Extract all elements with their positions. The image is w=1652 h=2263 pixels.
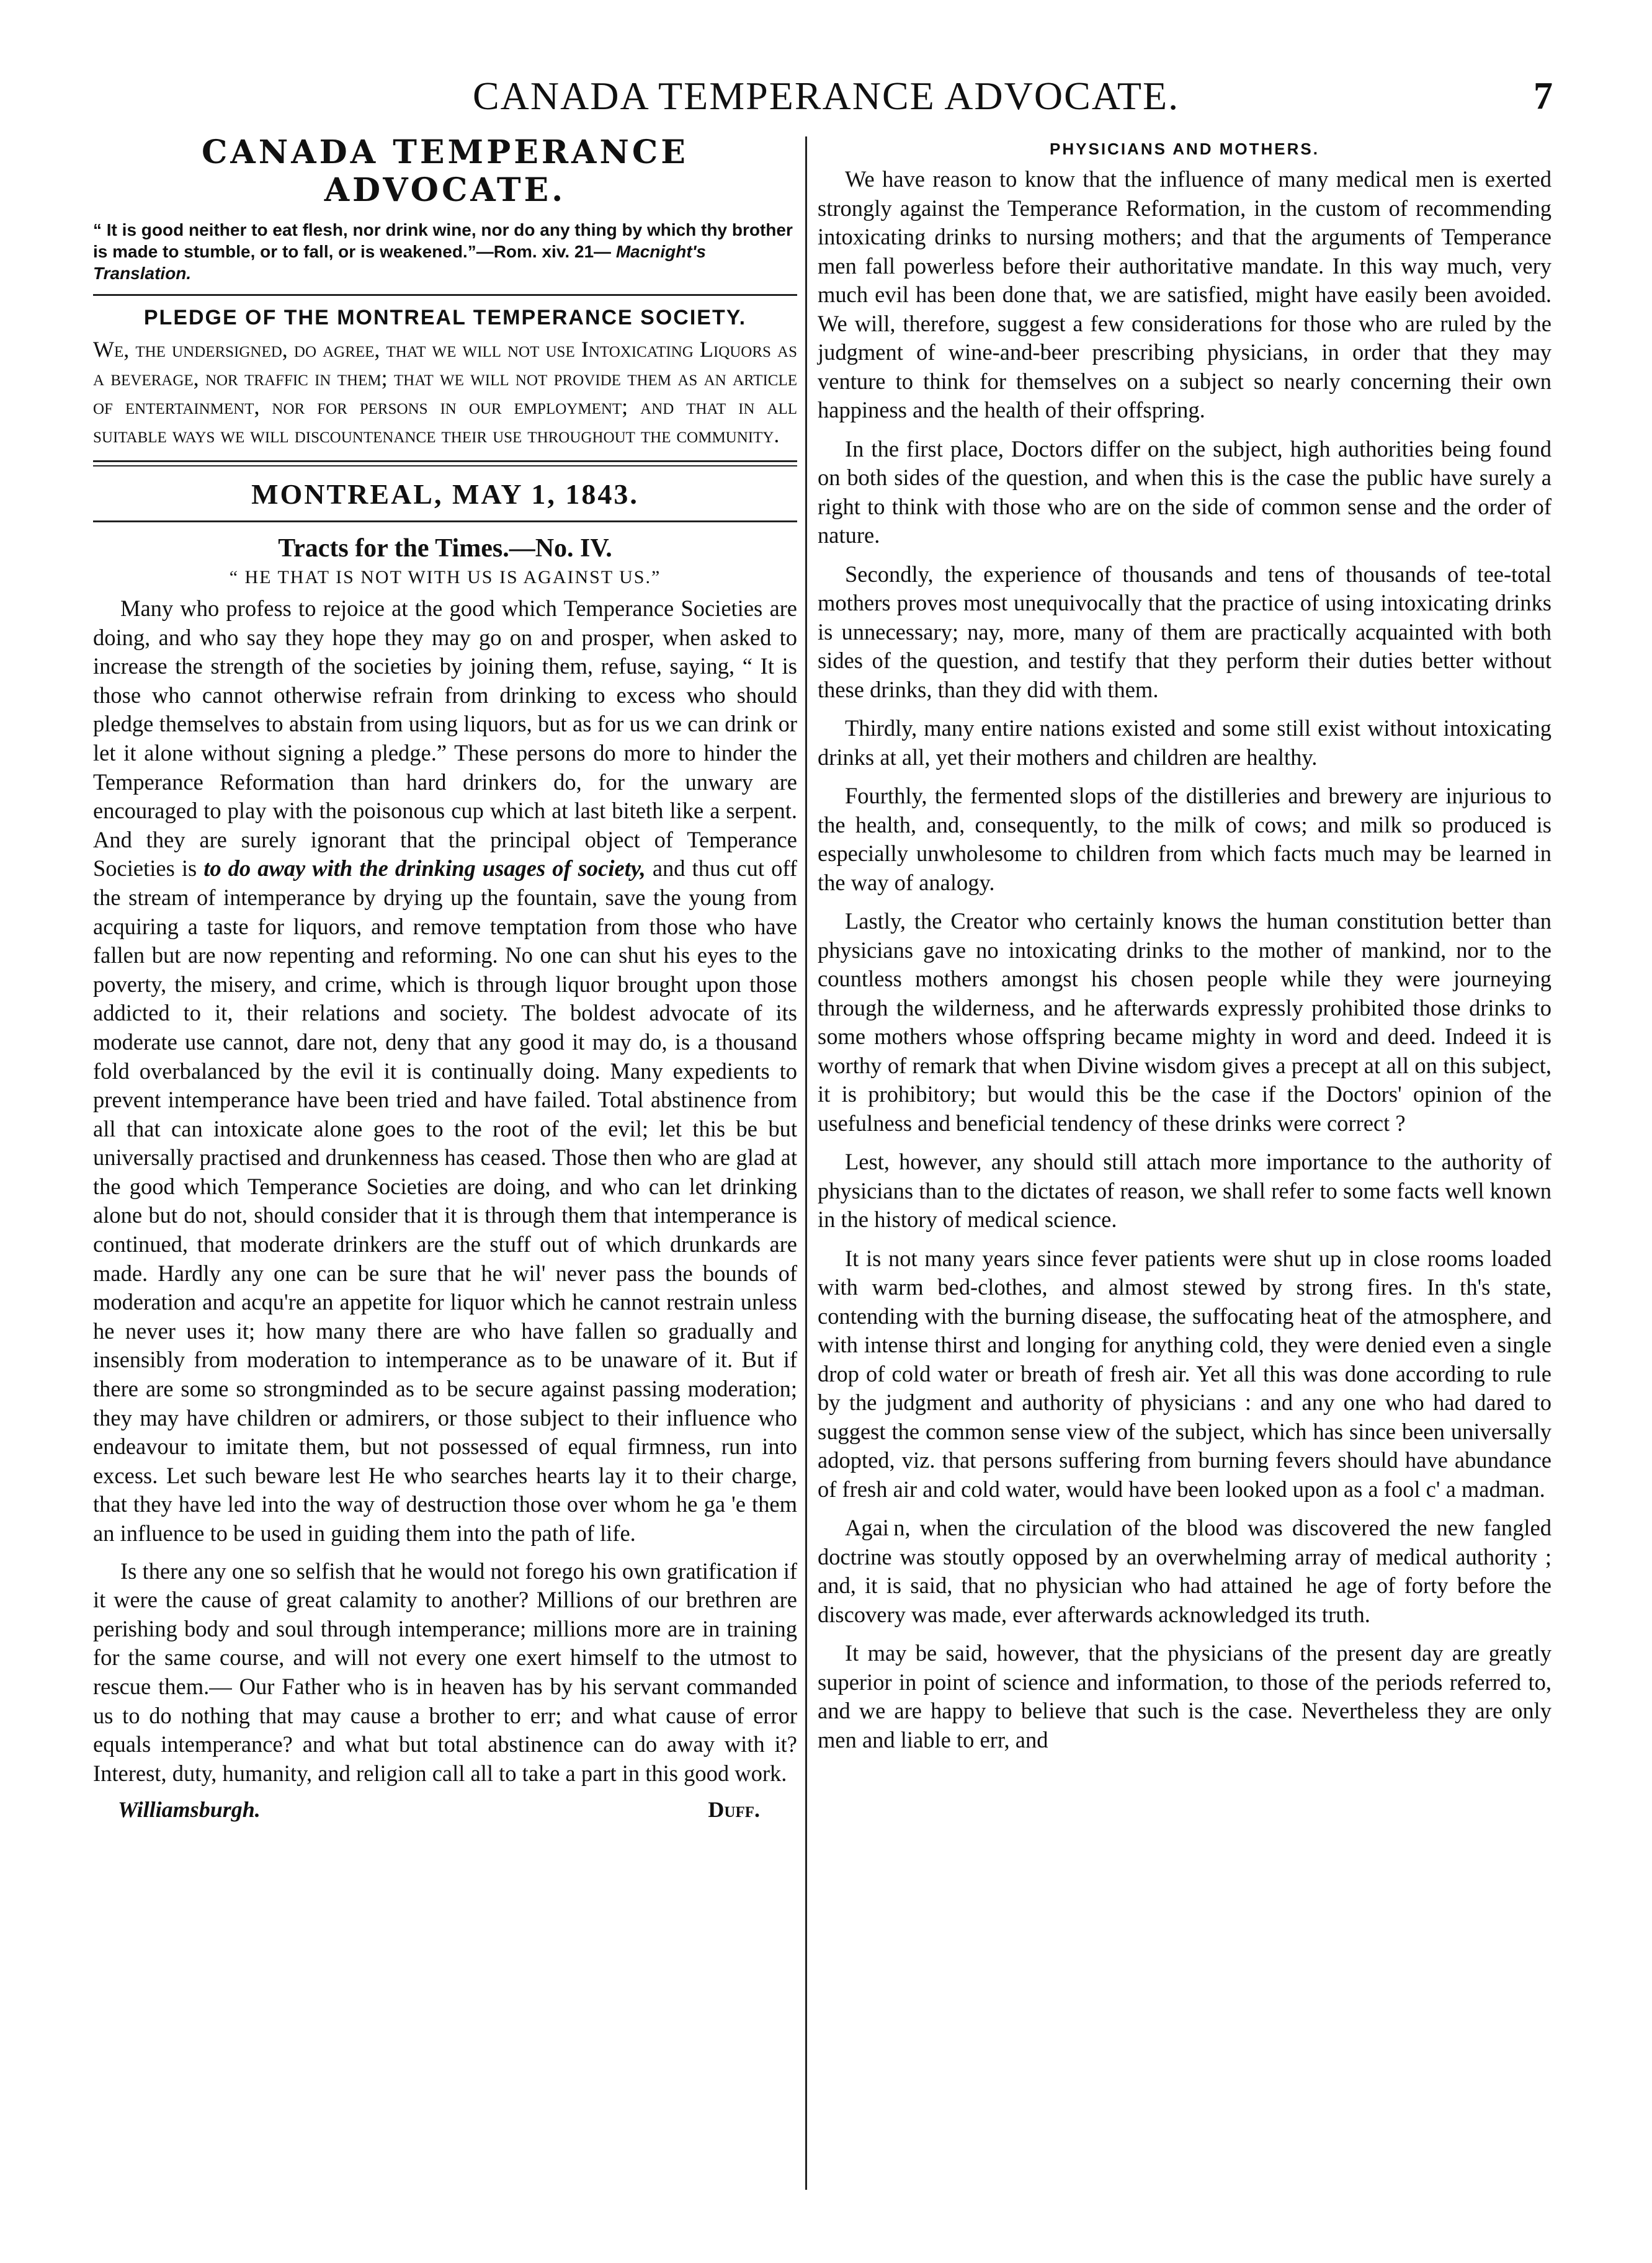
rule (93, 294, 797, 296)
running-head (0, 73, 1652, 129)
epigraph-text: “ It is good neither to eat flesh, nor drink wine, nor do any thing by which thy brother is made to stumble, or to fall, or is weakened.”—Rom. xiv. 21— (93, 220, 793, 261)
article-paragraph: Is there any one so selfish that he would not forego his own gratification if it were the cause of great calamity to another? Millions of our brethren are perishing body and soul through intemperance; millions more are in training for the same course, and will not every one exert himself to the utmost to rescue them.— Our Father who is in heaven has by his servant commanded us to do nothing that may cause a brother to err; and what cause of error equals intemperance? and what but total abstinence can do away with it? Interest, duty, humanity, and religion call all to take a part in this good work. (93, 1558, 797, 1786)
article-paragraph: In the first place, Doctors differ on the subject, high authorities being found on both sides of the question, and when this is the case the public have surely a right to think with those who are on the side of common sense and the order of nature. (818, 435, 1552, 548)
article-subtitle: “ HE THAT IS NOT WITH US IS AGAINST US.” (229, 567, 661, 587)
section-heading: PHYSICIANS AND MOTHERS. (1050, 140, 1319, 158)
emphasis-text: to do away with the drinking usages of society, (203, 855, 646, 882)
right-column (818, 140, 1552, 1764)
article-paragraph (93, 594, 797, 1548)
page-number: 7 (1534, 75, 1553, 117)
article-title: Tracts for the Times.—No. IV. (278, 534, 612, 563)
article-paragraph: It may be said, however, that the physicians of the present day are greatly superior in point of science and information, to those of the periods referred to, and we are happy to believe that such is the case. Nevertheless they are only men and liable to err, and (818, 1640, 1552, 1752)
article-paragraph: We have reason to know that the influence of many medical men is exerted strongly against the Temperance Reformation, in the custom of recommending intoxicating drinks to nursing mothers; and that the arguments of Temperance men fall powerless before their authoritative mandate. In this way much, very much evil has been done that, we are satisfied, might have easily been avoided. We will, therefore, suggest a few considerations for those who are ruled by the judgment of wine-and-beer prescribing physicians, in order that they may venture to think for themselves on a subject so nearly concerning their own happiness and the health of their offspring. (818, 166, 1552, 422)
column-divider (805, 136, 807, 2190)
masthead: CANADA TEMPERANCE ADVOCATE. (202, 133, 689, 209)
article-paragraph: Thirdly, many entire nations existed and some still exist without intoxicating drinks at all, yet their mothers and children are healthy. (818, 715, 1552, 770)
dateline: MONTREAL, MAY 1, 1843. (251, 478, 639, 510)
article-paragraph: Fourthly, the fermented slops of the distilleries and brewery are injurious to the health, and, consequently, to the milk of cows; and milk so produced is especially unwholesome to children from which facts much may be learned in the way of analogy. (818, 783, 1552, 895)
article-paragraph: Lest, however, any should still attach more importance to the authority of physicians than to the dictates of reason, we shall refer to some facts well known in the history of medical science. (818, 1149, 1552, 1232)
left-column (93, 133, 797, 1828)
pledge-text: We, the undersigned, do agree, that we will not use Intoxicating Liquors as a beverage, nor traffic in them; that we will not provide them as an article of entertainment, nor for persons in our employment; and that in all suitable ways we will discountenance their use throughout the community. (93, 337, 797, 447)
signature (118, 1797, 797, 1828)
article-paragraph: Lastly, the Creator who certainly knows the human constitution better than physicians gave no intoxicating drinks to the mother of mankind, nor to the countless mothers amongst his chosen people while they were journeying through the wilderness, and he afterwards expressly prohibited those drinks to some mothers whose offspring became mighty in word and deed. Indeed it is worthy of remark that when Divine wisdom gives a precept at all on this subject, it is prohibitory; but would this be the case if the Doctors' opinion of the usefulness and beneficial tendency of these drinks were correct ? (818, 908, 1552, 1136)
signature-author: Duff. (708, 1797, 760, 1823)
paragraph-text: and thus cut off the stream of intemperance by drying up the fountain, save the young from acquiring a taste for liquors, and remove temptation from those who have fallen but are now repenting and reforming. No one can shut his eyes to the poverty, the misery, and crime, which is through liquor brought upon those addicted to it, their relations and society. The boldest advocate of its moderate use cannot, dare not, deny that any good it may do, is a thousand fold overbalanced by the evil it is continually doing. Many expedients to prevent intemperance have been tried and have failed. Total abstinence from all that can intoxicate alone goes to the root of the evil; let this be but universally practised and drunkenness has ceased. Those then who are glad at the good which Temperance Societies are doing, and who can let drinking alone but do not, should consider that it is through them that intemperance is continued, that moderate drinkers are the stuff out of which drunkards are made. Hardly any one can be sure that he wil' never pass the bounds of moderation and acqu're an appetite for liquor which he cannot restrain unless he never uses it; how many there are who have fallen so gradually and insensibly from moderation to intemperance as to be unaware of it. But if there are some so strongminded as to be secure against passing moderation; they may have children or admirers, or those subject to their influence who endeavour to imitate them, but not possessed of equal firmness, run into excess. Let such beware lest He who searches hearts lay it to their charge, that they have led into the way of destruction those over whom he ga 'e them an influence to be used in guiding them into the path of life. (93, 855, 798, 1546)
running-title: CANADA TEMPERANCE ADVOCATE. (472, 74, 1180, 118)
article-paragraph: Agai n, when the circulation of the blood was discovered the new fangled doctrine was stoutly opposed by an overwhelming array of medical authority ; and, it is said, that no physician who had attained he age of forty before the discovery was made, ever afterwards acknowledged its truth. (818, 1515, 1552, 1627)
double-rule (93, 460, 797, 466)
epigraph-source: Macnight's Translation. (93, 242, 706, 283)
article-paragraph: It is not many years since fever patients were shut up in close rooms loaded with warm bed-clothes, and almost stewed by strong fires. In th's state, contending with the burning disease, the suffocating heat of the atmosphere, and with intense thirst and longing for anything cold, they were denied even a single drop of cold water or breath of fresh air. Yet all this was done according to rule by the judgment and authority of physicians : and any one who had dared to suggest the common sense view of the subject, which has since been universally adopted, viz. that persons suffering from burning fevers should have abundance of fresh air and cold water, would have been looked upon as a fool c' a madman. (818, 1245, 1552, 1502)
pledge-heading: PLEDGE OF THE MONTREAL TEMPERANCE SOCIETY. (143, 306, 747, 329)
epigraph (93, 219, 797, 284)
paragraph-text: Many who profess to rejoice at the good which Temperance Societies are doing, and who say they hope they may go on and prosper, when asked to increase the strength of the societies by joining them, refuse, saying, “ It is those who cannot otherwise refrain from drinking to excess who should pledge themselves to abstain from using liquors, but as for us we can drink or let it alone without signing a pledge.” These persons do more to hinder the Temperance Reformation than hard drinkers do, for the unwary are encouraged to play with the poisonous cup which at last biteth like a serpent. And they are surely ignorant that the principal object of Temperance Societies is (93, 596, 797, 882)
article-paragraph: Secondly, the experience of thousands and tens of thousands of tee-total mothers proves most unequivocally that the practice of using intoxicating drinks is unnecessary; nay, more, many of them are practically acquainted with both sides of the question, and testify that they perform their duties better without these drinks, than they did with them. (818, 561, 1552, 702)
rule (93, 520, 797, 522)
signature-place: Williamsburgh. (118, 1797, 261, 1823)
